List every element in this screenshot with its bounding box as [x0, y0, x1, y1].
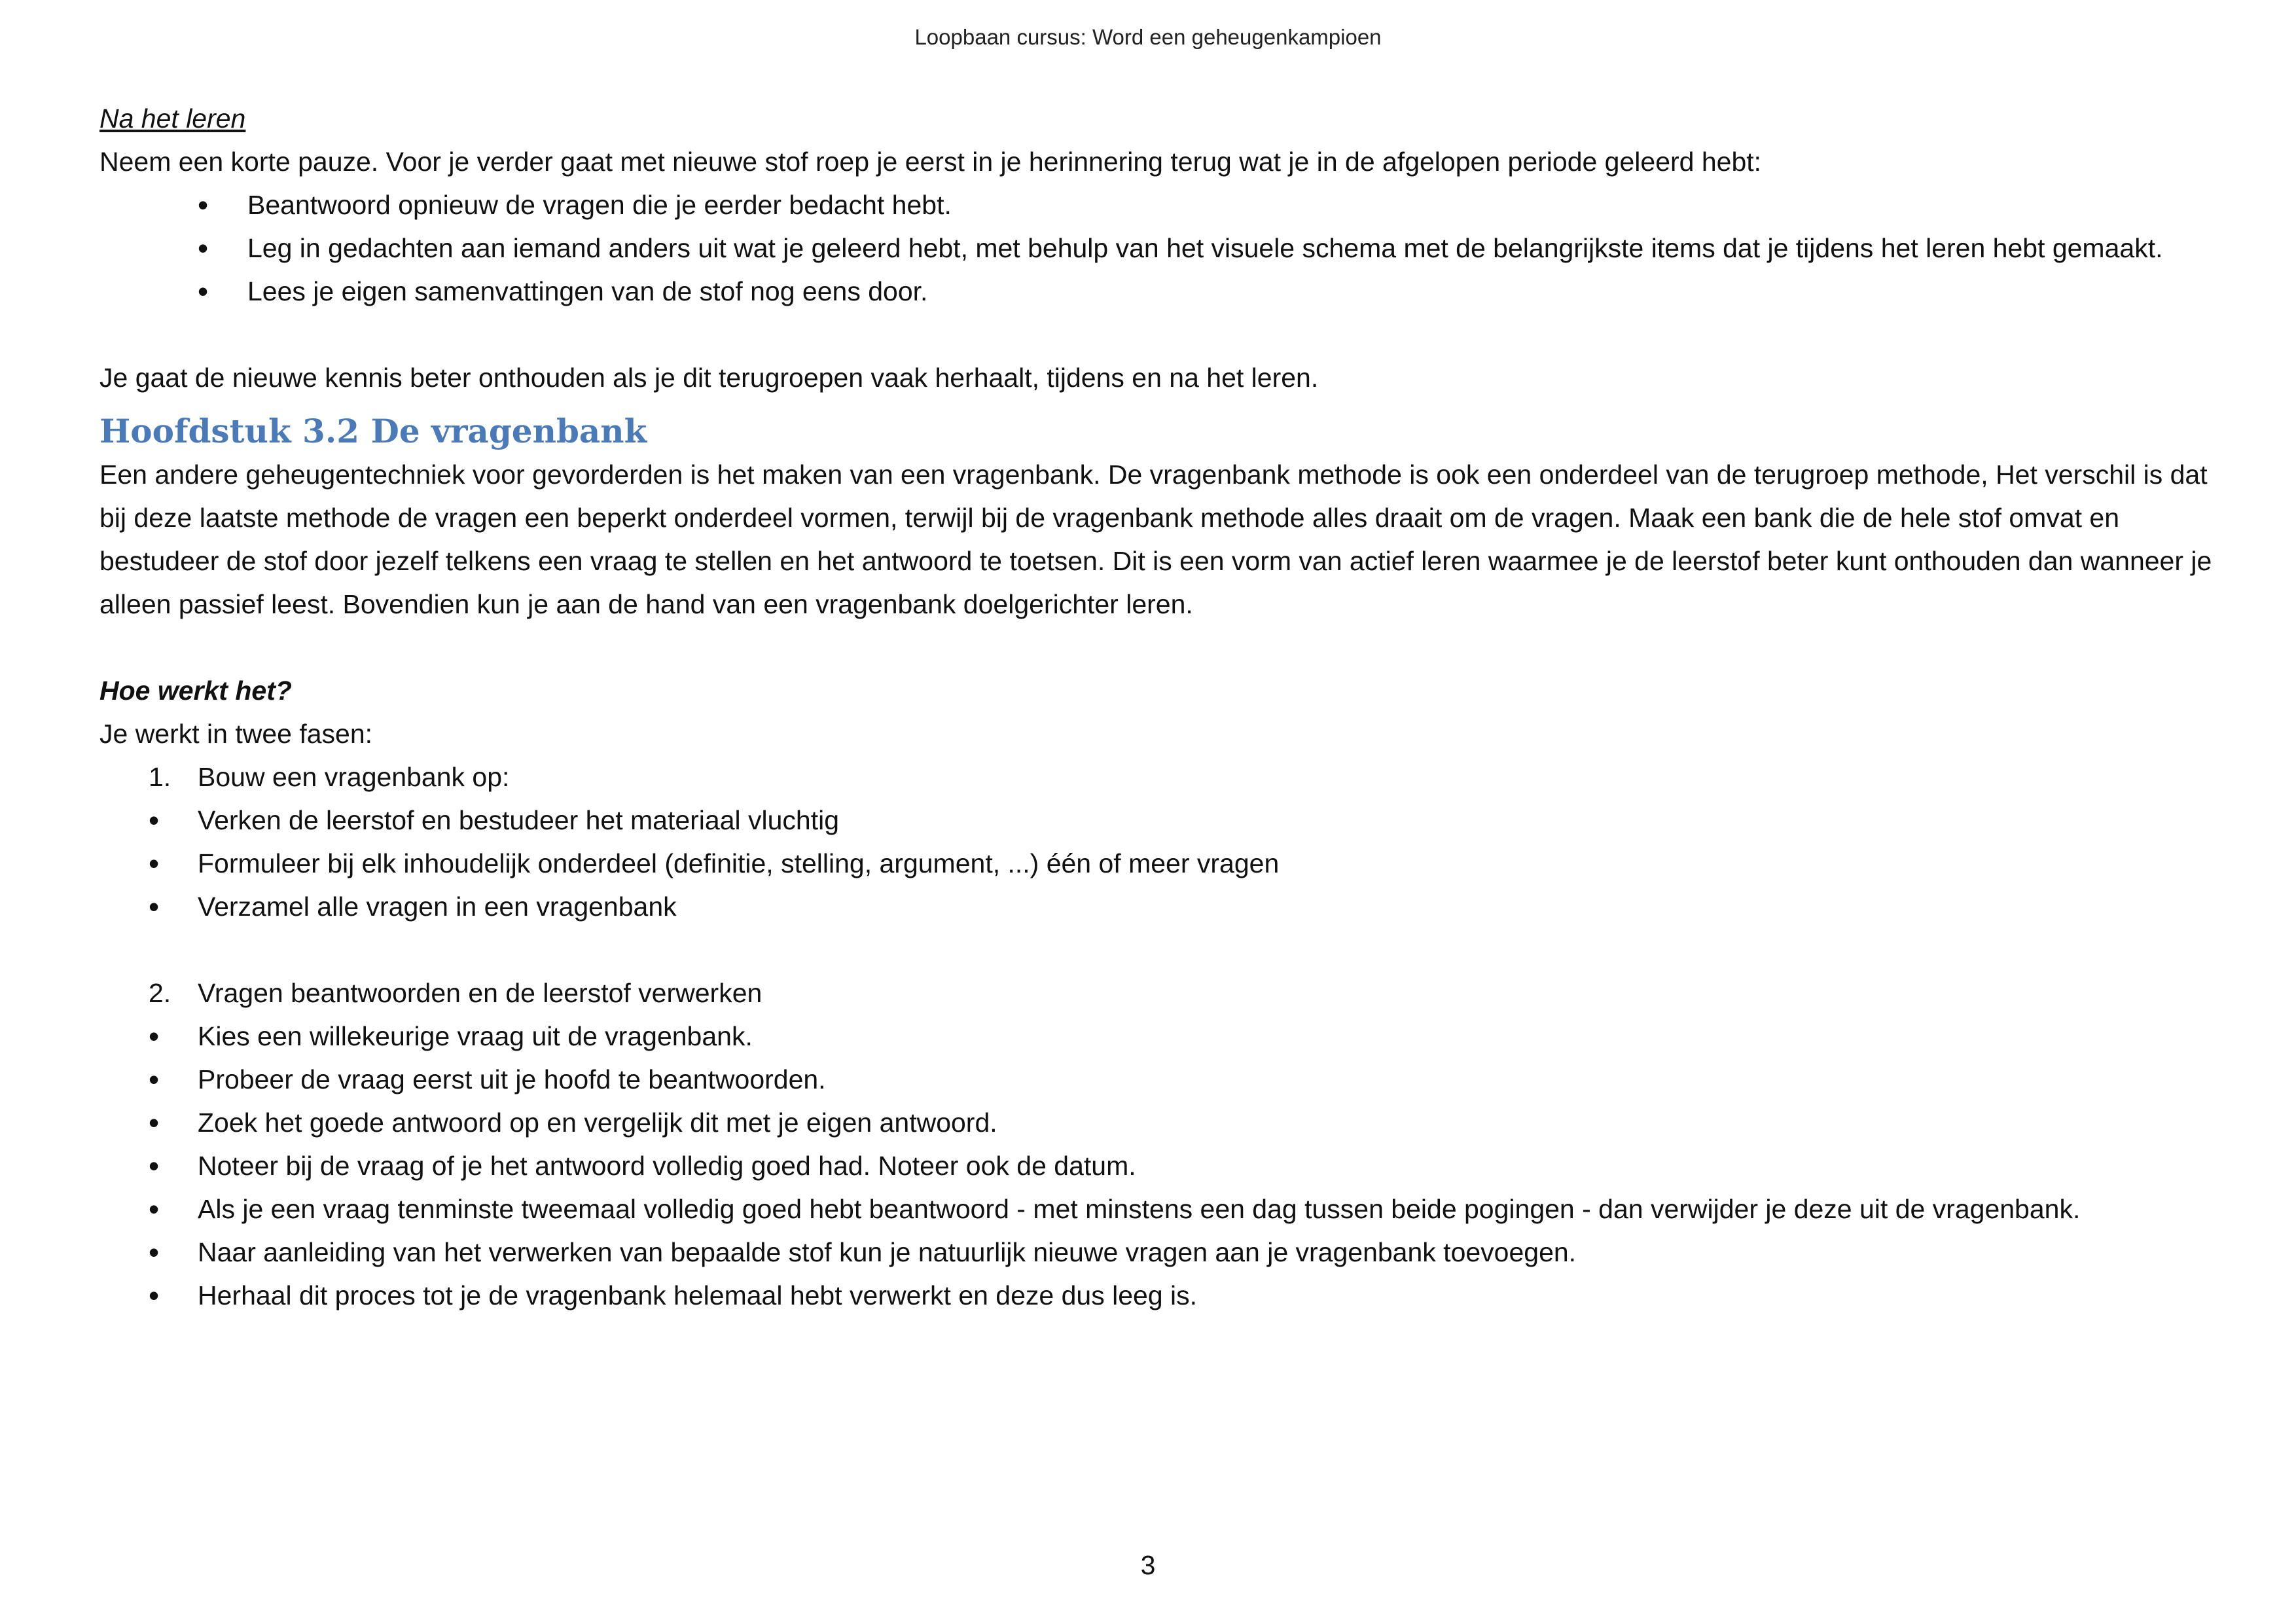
- page-content: [99, 97, 2214, 1317]
- list-item: • Kies een willekeurige vraag uit de vragenbank.: [99, 1015, 2214, 1058]
- chapter-heading: Hoofdstuk 3.2 De vragenbank: [99, 412, 647, 450]
- list-item: • Noteer bij de vraag of je het antwoord volledig goed had. Noteer ook de datum.: [99, 1144, 2214, 1187]
- phase-1-label: [99, 755, 2214, 799]
- subheading-after-learning: Na het leren: [99, 103, 246, 134]
- list-item: • Beantwoord opnieuw de vragen die je eerder bedacht hebt.: [99, 183, 2214, 226]
- after-learning-list: [99, 183, 2214, 313]
- list-item: • Formuleer bij elk inhoudelijk onderdeel (definitie, stelling, argument, ...) één of meer vragen: [99, 842, 2214, 885]
- phase-1-list: [99, 799, 2214, 928]
- list-item: • Probeer de vraag eerst uit je hoofd te beantwoorden.: [99, 1058, 2214, 1101]
- how-intro: Je werkt in twee fasen:: [99, 719, 373, 749]
- page-number: 3: [1140, 1550, 1156, 1580]
- after-learning-intro: Neem een korte pauze. Voor je verder gaat met nieuwe stof roep je eerst in je herinnering terug wat je in de afgelopen periode geleerd hebt:: [99, 147, 1762, 177]
- list-item: • Herhaal dit proces tot je de vragenbank helemaal hebt verwerkt en deze dus leeg is.: [99, 1274, 2214, 1317]
- phase-2-number: 2.: [149, 978, 171, 1008]
- page-header: Loopbaan cursus: Word een geheugenkampioen: [914, 25, 1382, 49]
- phase-1-number: 1.: [149, 762, 171, 792]
- phase-2-label: [99, 971, 2214, 1015]
- chapter-paragraph: Een andere geheugentechniek voor gevorderden is het maken van een vragenbank. De vragenbank methode is ook een onderdeel van de terugroep methode, Het verschil is dat bij deze laatste methode de vragen een beperkt onderdeel vormen, terwijl bij de vragenbank methode alles draait om de vragen. Maak een bank die de hele stof omvat en bestudeer de stof door jezelf telkens een vraag te stellen en het antwoord te toetsen. Dit is een vorm van actief leren waarmee je de leerstof beter kunt onthouden dan wanneer je alleen passief leest. Bovendien kun je aan de hand van een vragenbank doelgerichter leren.: [99, 460, 2212, 619]
- list-item: • Zoek het goede antwoord op en vergelijk dit met je eigen antwoord.: [99, 1101, 2214, 1144]
- list-item: • Verzamel alle vragen in een vragenbank: [99, 885, 2214, 928]
- list-item: • Naar aanleiding van het verwerken van bepaalde stof kun je natuurlijk nieuwe vragen aan je vragenbank toevoegen.: [99, 1231, 2214, 1274]
- list-item: • Lees je eigen samenvattingen van de stof nog eens door.: [99, 270, 2214, 313]
- phase-2-text: Vragen beantwoorden en de leerstof verwerken: [198, 978, 762, 1008]
- list-item: • Leg in gedachten aan iemand anders uit wat je geleerd hebt, met behulp van het visuele schema met de belangrijkste items dat je tijdens het leren hebt gemaakt.: [99, 226, 2214, 270]
- phase-1-text: Bouw een vragenbank op:: [198, 762, 510, 792]
- after-learning-closing: Je gaat de nieuwe kennis beter onthouden als je dit terugroepen vaak herhaalt, tijdens en na het leren.: [99, 363, 1319, 393]
- list-item: • Als je een vraag tenminste tweemaal volledig goed hebt beantwoord - met minstens een dag tussen beide pogingen - dan verwijder je deze uit de vragenbank.: [99, 1187, 2214, 1231]
- phase-2-list: [99, 1015, 2214, 1317]
- subheading-how-it-works: Hoe werkt het?: [99, 676, 292, 706]
- list-item: • Verken de leerstof en bestudeer het materiaal vluchtig: [99, 799, 2214, 842]
